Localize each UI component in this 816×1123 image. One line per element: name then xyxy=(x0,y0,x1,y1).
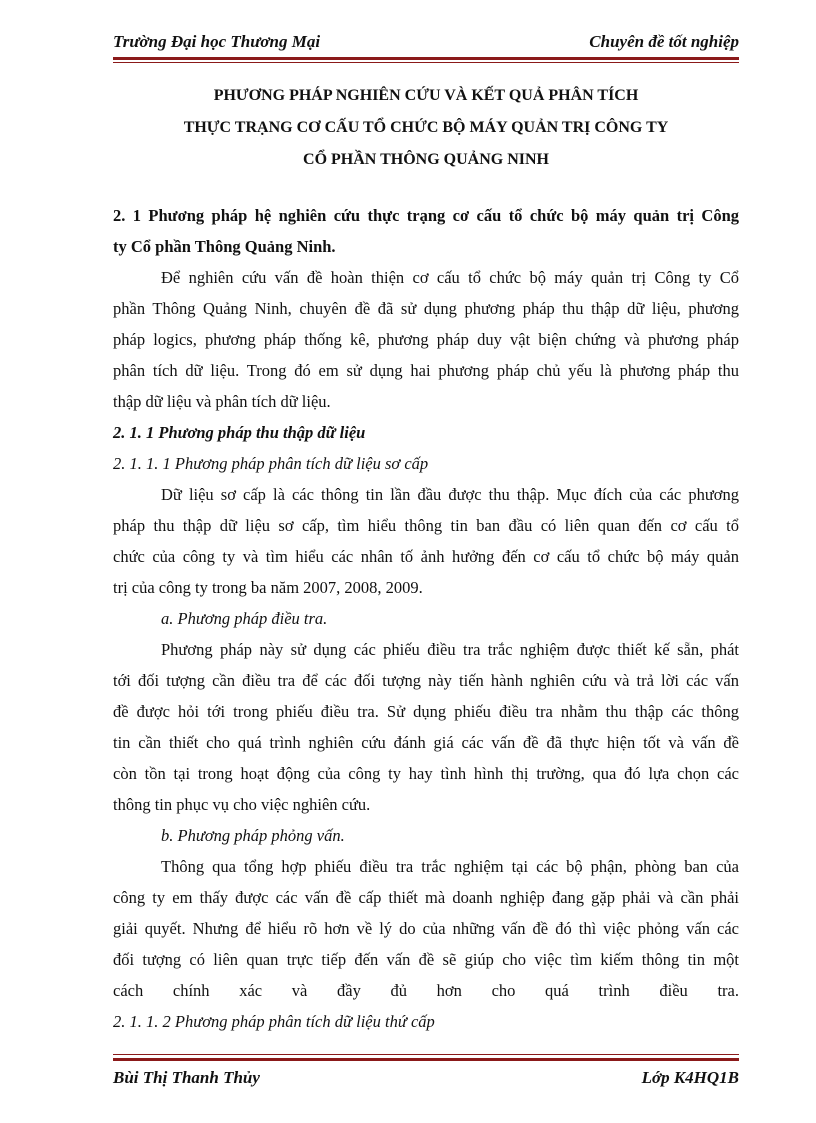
title-line-2: THỰC TRẠNG CƠ CẤU TỔ CHỨC BỘ MÁY QUẢN TRỊ CÔNG TY xyxy=(183,119,669,136)
paragraph-line: công ty em thấy được các vấn đề cấp thiết mà doanh nghiệp đang gặp phải và cần phải xyxy=(113,888,739,907)
paragraph-line: cách chính xác và đầy đủ hơn cho quá trình điều tra. xyxy=(113,981,739,1000)
paragraph-line: còn tồn tại trong hoạt động của công ty hay tình hình thị trường, qua đó lựa chọn các xyxy=(113,764,739,783)
paragraph-line: phân tích dữ liệu. Trong đó em sử dụng hai phương pháp chủ yếu là phương pháp thu xyxy=(113,361,739,380)
page-header xyxy=(113,30,739,56)
footer-rule-thick xyxy=(113,1058,739,1061)
paragraph-line: thập dữ liệu và phân tích dữ liệu. xyxy=(113,392,331,411)
title-line-1: PHƯƠNG PHÁP NGHIÊN CỨU VÀ KẾT QUẢ PHÂN TÍCH xyxy=(213,87,639,104)
paragraph-line: đối tượng có liên quan trực tiếp đến vấn đề sẽ giúp cho việc tìm kiếm thông tin một xyxy=(113,950,739,969)
header-rule-thick xyxy=(113,57,739,60)
footer-author: Bùi Thị Thanh Thủy xyxy=(113,1068,260,1087)
header-doc-type: Chuyên đề tốt nghiệp xyxy=(589,32,739,51)
paragraph-line: Thông qua tổng hợp phiếu điều tra trắc nghiệm tại các bộ phận, phòng ban của xyxy=(161,857,739,876)
paragraph-line: tin cần thiết cho quá trình nghiên cứu đánh giá các vấn đề đã thực hiện tốt và vấn đề xyxy=(113,733,739,752)
footer-rule-thin xyxy=(113,1054,739,1055)
paragraph-line: Phương pháp này sử dụng các phiếu điều tra trắc nghiệm được thiết kế sẵn, phát xyxy=(161,640,739,659)
paragraph-line: Để nghiên cứu vấn đề hoàn thiện cơ cấu tổ chức bộ máy quản trị Công ty Cổ xyxy=(161,268,739,287)
paragraph-line: trị của công ty trong ba năm 2007, 2008, 2009. xyxy=(113,578,423,597)
paragraph-line: phần Thông Quảng Ninh, chuyên đề đã sử dụng phương pháp thu thập dữ liệu, phương xyxy=(113,299,739,318)
title-line-3: CỔ PHẦN THÔNG QUẢNG NINH xyxy=(303,151,549,168)
header-rule-thin xyxy=(113,62,739,63)
subsection-heading: 2. 1. 1 Phương pháp thu thập dữ liệu xyxy=(113,423,366,442)
subsubsection-heading: 2. 1. 1. 1 Phương pháp phân tích dữ liệu sơ cấp xyxy=(113,454,429,473)
paragraph-line: thông tin phục vụ cho việc nghiên cứu. xyxy=(113,795,371,814)
method-b-heading: b. Phương pháp phỏng vấn. xyxy=(161,826,345,845)
footer-class: Lớp K4HQ1B xyxy=(641,1068,739,1087)
subsubsection-heading-2: 2. 1. 1. 2 Phương pháp phân tích dữ liệu thứ cấp xyxy=(113,1012,435,1031)
page-footer xyxy=(113,1068,739,1094)
body-content xyxy=(113,200,739,1037)
paragraph-line: Dữ liệu sơ cấp là các thông tin lần đầu được thu thập. Mục đích của các phương xyxy=(161,485,739,504)
header-school: Trường Đại học Thương Mại xyxy=(113,32,321,51)
chapter-title xyxy=(113,80,739,176)
section-heading-line-2: ty Cổ phần Thông Quảng Ninh. xyxy=(113,237,336,256)
paragraph-line: pháp thu thập dữ liệu sơ cấp, tìm hiểu thông tin ban đầu có liên quan đến cơ cấu tổ xyxy=(113,516,739,535)
paragraph-line: giải quyết. Nhưng để hiểu rõ hơn về lý do của những vấn đề đó thì việc phỏng vấn các xyxy=(113,919,739,938)
section-heading-line-1: 2. 1 Phương pháp hệ nghiên cứu thực trạng cơ cấu tổ chức bộ máy quản trị Công xyxy=(113,206,739,225)
method-a-heading: a. Phương pháp điều tra. xyxy=(161,609,328,628)
paragraph-line: pháp logics, phương pháp thống kê, phương pháp duy vật biện chứng và phương pháp xyxy=(113,330,739,349)
paragraph-line: tới đối tượng cần điều tra để các đối tượng này tiến hành nghiên cứu và trả lời các vấn xyxy=(113,671,739,690)
paragraph-line: chức của công ty và tìm hiểu các nhân tố ảnh hưởng đến cơ cấu tổ chức bộ máy quản xyxy=(113,547,739,566)
paragraph-line: đề được hỏi tới trong phiếu điều tra. Sử dụng phiếu điều tra nhằm thu thập các thông xyxy=(113,702,739,721)
